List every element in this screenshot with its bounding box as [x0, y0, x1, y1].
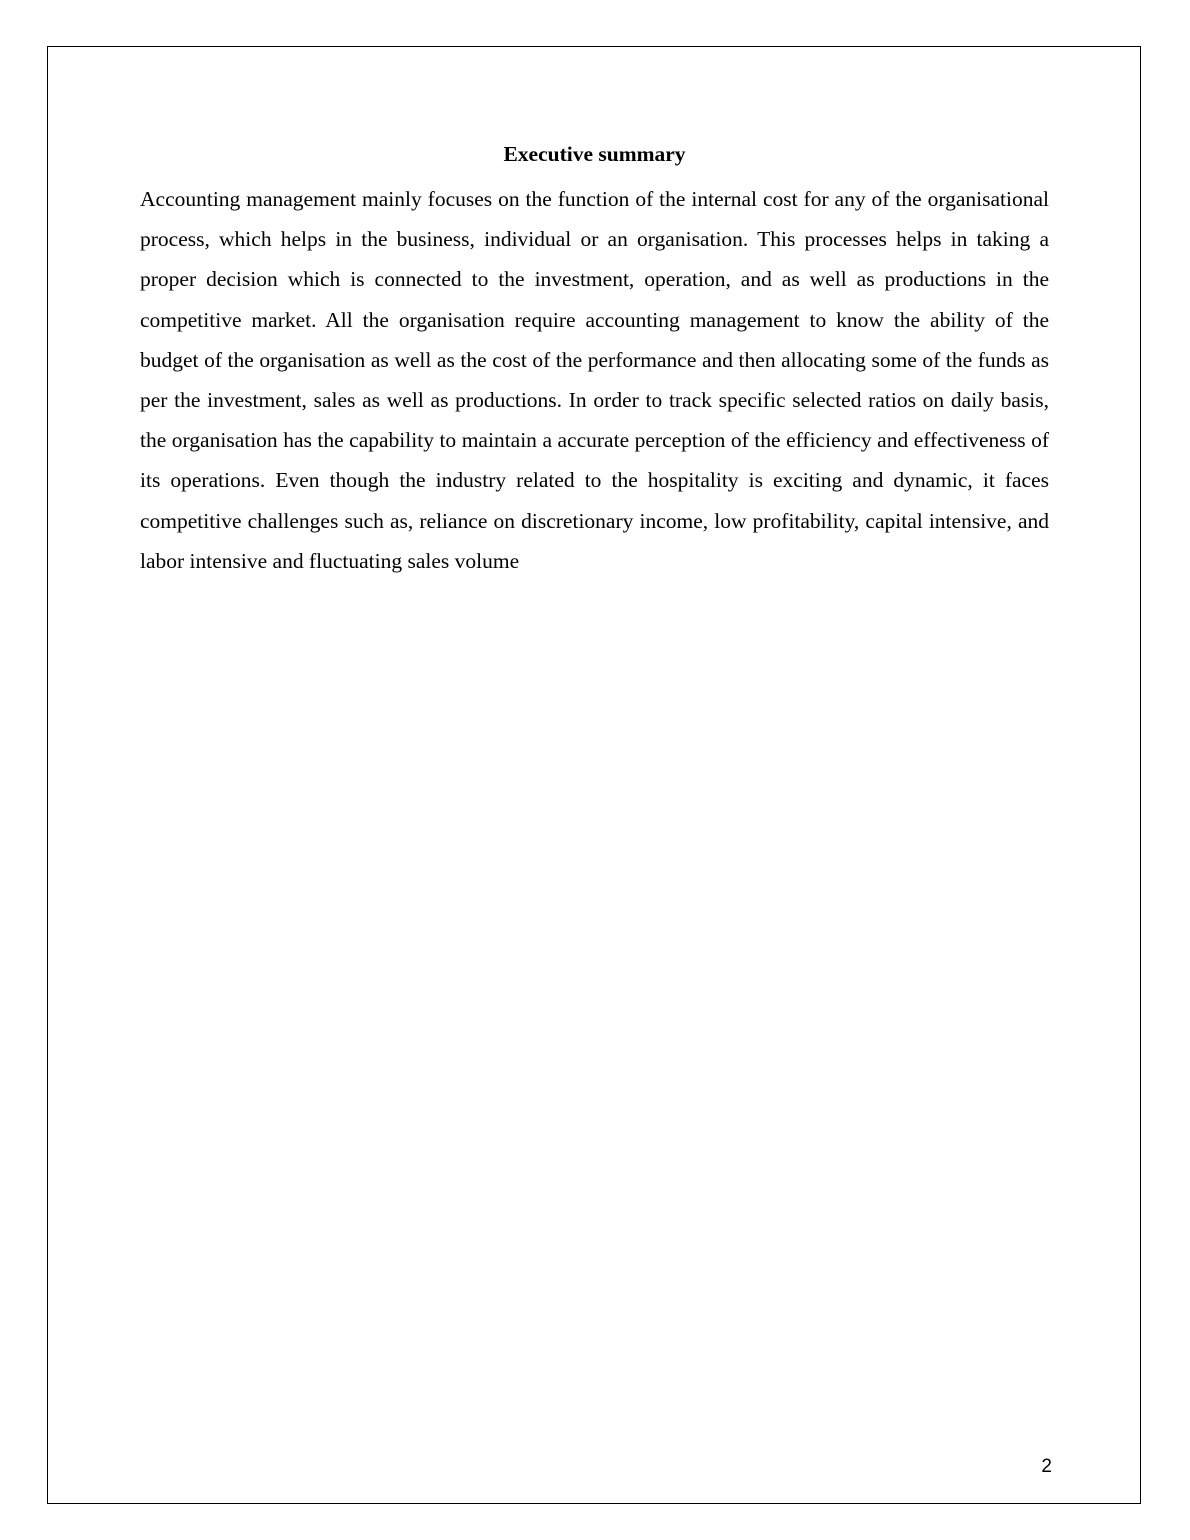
page-content — [140, 139, 1049, 581]
section-heading: Executive summary — [503, 142, 686, 166]
page-number: 2 — [1041, 1456, 1052, 1477]
executive-summary-paragraph: Accounting management mainly focuses on the function of the internal cost for any of the organisational process, which helps in the business, individual or an organisation. This processes helps in taking a proper decision which is connected to the investment, operation, and as well as productions in the competitive market. All the organisation require accounting management to know the ability of the budget of the organisation as well as the cost of the performance and then allocating some of the funds as per the investment, sales as well as productions. In order to track specific selected ratios on daily basis, the organisation has the capability to maintain a accurate perception of the efficiency and effectiveness of its operations. Even though the industry related to the hospitality is exciting and dynamic, it faces competitive challenges such as, reliance on discretionary income, low profitability, capital intensive, and labor intensive and fluctuating sales volume — [140, 187, 1049, 573]
